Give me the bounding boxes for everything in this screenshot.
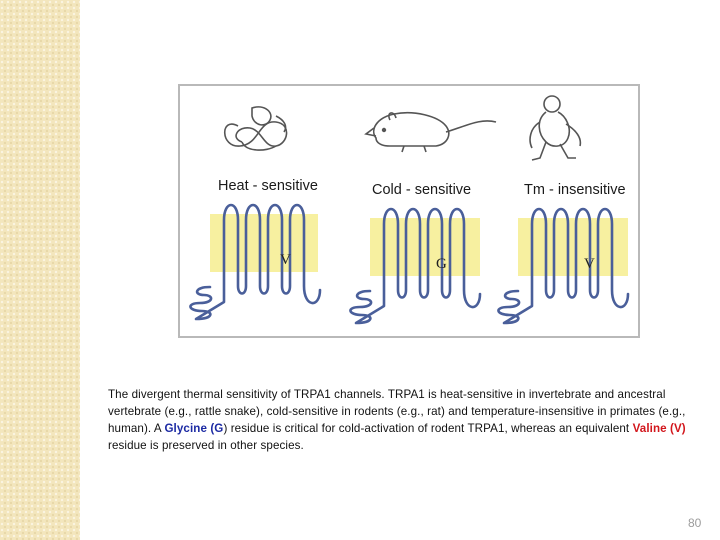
rodent-icon (366, 113, 496, 152)
residue-label-cold: G (436, 256, 447, 272)
figure-caption (108, 386, 688, 454)
caption-valine: Valine (V) (632, 422, 686, 435)
figure-canvas (180, 86, 638, 336)
caption-text-part1: The divergent thermal sensitivity of TRPA1 channels. TRPA1 is heat-sensitive in invertebrate and ancestral vertebrate (e.g., rattle snake), cold-sensitive in rodents (e.g., rat) and temperature-insensitive in primates (e.g., human). A (108, 388, 686, 435)
page-number: 80 (688, 516, 702, 530)
caption-text-part3: residue is preserved in other species. (108, 439, 304, 452)
membrane-band-heat (210, 214, 318, 272)
panel-title-cold-sensitive: Cold - sensitive (372, 182, 472, 198)
caption-text-part2: ) residue is critical for cold-activation of rodent TRPA1, whereas an equivalent (223, 422, 633, 435)
panel-title-tm-insensitive: Tm - insensitive (524, 182, 626, 198)
caption-glycine: Glycine (G (164, 422, 224, 435)
trpa1-figure (178, 84, 640, 338)
residue-label-tm: V (584, 256, 595, 272)
decorative-side-strip (0, 0, 80, 540)
primate-icon (530, 96, 580, 160)
snake-icon (225, 107, 287, 150)
residue-label-heat: V (280, 252, 291, 268)
panel-title-heat-sensitive: Heat - sensitive (218, 178, 318, 194)
